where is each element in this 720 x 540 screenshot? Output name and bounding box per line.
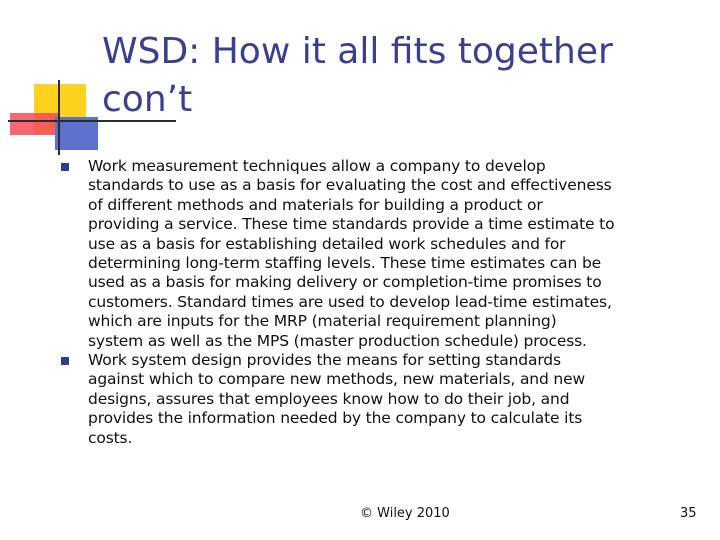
bullet-square-icon [61, 357, 69, 365]
decoration-red-square [10, 113, 58, 135]
bullet-line: determining long-term staffing levels. These time estimates can be [88, 254, 602, 273]
page-number: 35 [680, 506, 697, 521]
slide-title [102, 28, 702, 124]
bullet-line: which are inputs for the MRP (material requirement planning) [88, 312, 557, 331]
bullet-line: provides the information needed by the company to calculate its [88, 409, 583, 428]
bullet-line: customers. Standard times are used to develop lead-time estimates, [88, 292, 612, 311]
bullet-text [88, 157, 700, 351]
footer-copyright: © Wiley 2010 [360, 506, 450, 521]
bullet-item-work-system-design [60, 351, 700, 448]
bullet-line: designs, assures that employees know how to do their job, and [88, 389, 570, 408]
bullet-line: use as a basis for establishing detailed work schedules and for [88, 234, 566, 253]
bullet-line: Work measurement techniques allow a company to develop [88, 157, 546, 175]
bullet-line: Work system design provides the means for setting standards [88, 351, 561, 370]
bullet-line: system as well as the MPS (master production schedule) process. [88, 331, 587, 350]
bullet-text [88, 351, 700, 448]
bullet-line: standards to use as a basis for evaluating the cost and effectiveness [88, 176, 612, 195]
bullet-item-work-measurement [60, 157, 700, 351]
slide-title-line-2: con’t [102, 79, 193, 120]
bullet-line: against which to compare new methods, new materials, and new [88, 370, 586, 389]
slide-title-line-1: WSD: How it all fits together [102, 31, 613, 72]
bullet-line: used as a basis for making delivery or completion-time promises to [88, 273, 602, 292]
bullet-list [60, 157, 700, 448]
bullet-square-icon [61, 163, 69, 171]
bullet-line: providing a service. These time standards provide a time estimate to [88, 215, 615, 234]
bullet-line: of different methods and materials for building a product or [88, 195, 543, 214]
decoration-vertical-line [58, 80, 60, 155]
bullet-line: costs. [88, 428, 133, 447]
